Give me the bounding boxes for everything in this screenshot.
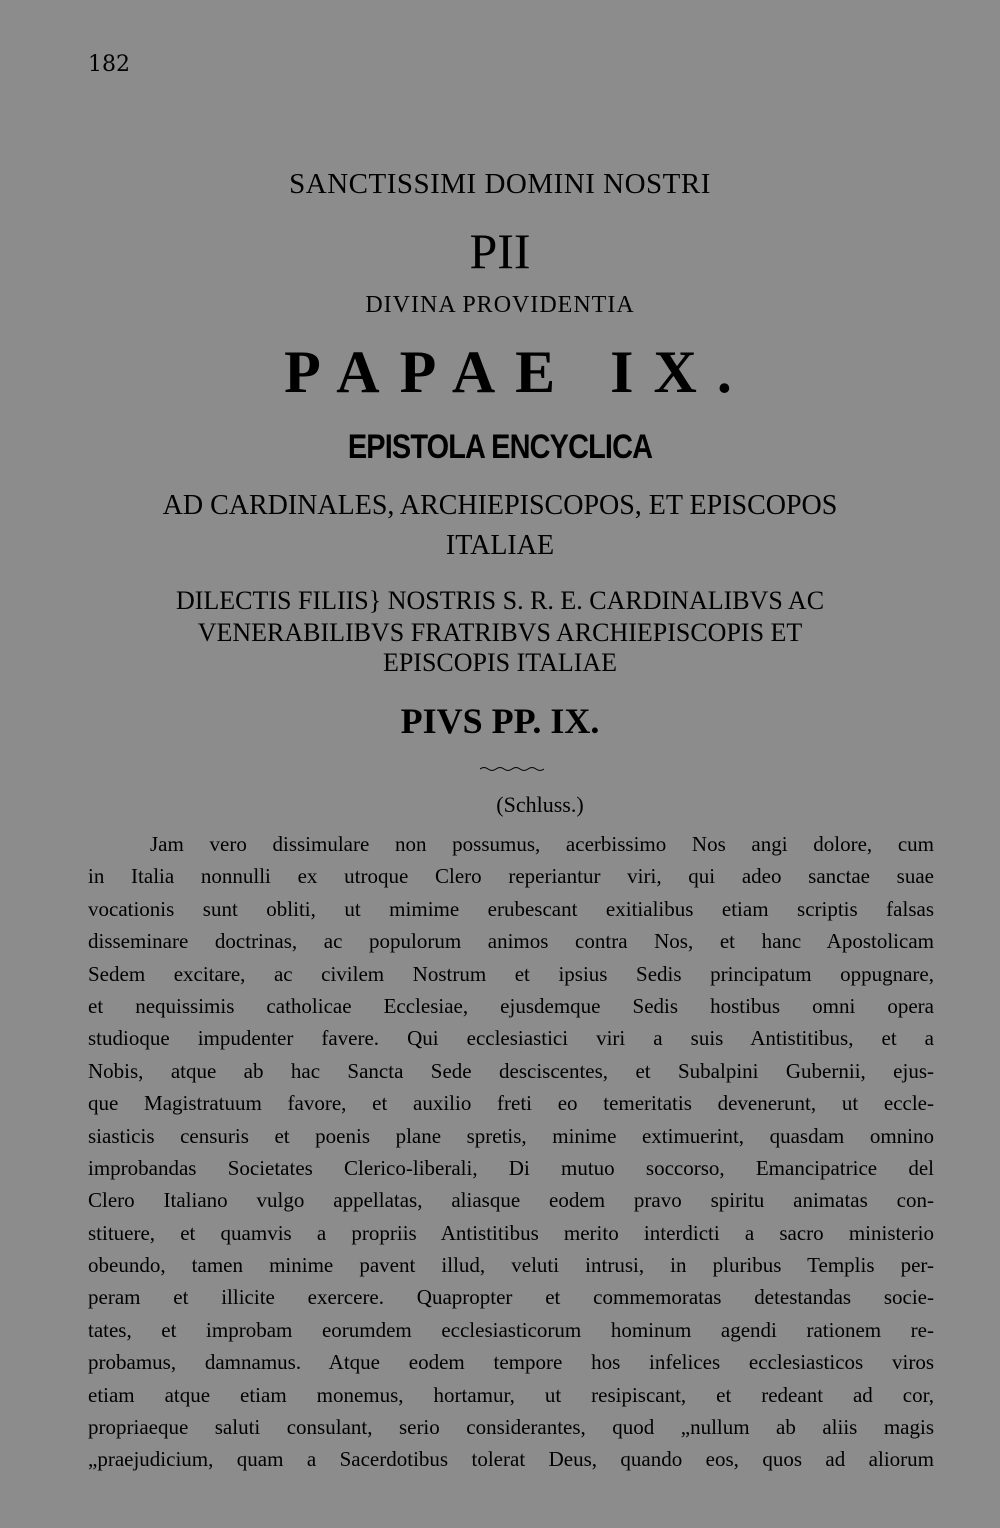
body-line: studioque impudenter favere. Qui ecclesiastici viri a suis Antistitibus, et a bbox=[88, 1026, 934, 1051]
body-line: stituere, et quamvis a propriis Antistitibus merito interdicti a sacro ministerio bbox=[88, 1220, 934, 1245]
body-line: etiam atque etiam monemus, hortamur, ut resipiscant, et redeant ad cor, bbox=[88, 1382, 934, 1407]
ornament-divider bbox=[480, 766, 544, 772]
body-line: in Italia nonnulli ex utroque Clero reperiantur viri, qui adeo sanctae suae bbox=[88, 864, 934, 889]
signature-heading: PIVS PP. IX. bbox=[400, 701, 600, 741]
body-line: disseminare doctrinas, ac populorum animos contra Nos, et hanc Apostolicam bbox=[88, 929, 934, 954]
body-line: tates, et improbam eorumdem ecclesiasticorum hominum agendi rationem re- bbox=[88, 1317, 934, 1342]
title-line-3: DIVINA PROVIDENTIA bbox=[365, 292, 635, 318]
title-line-5: EPISTOLA ENCYCLICA bbox=[347, 428, 653, 466]
page-number: 182 bbox=[88, 52, 130, 77]
body-line: Nobis, atque ab hac Sancta Sede desciscentes, et Subalpini Gubernii, ejus- bbox=[88, 1058, 934, 1083]
body-text bbox=[88, 828, 934, 1476]
salutation-line-2: VENERABILIBVS FRATRIBVS ARCHIEPISCOPIS ET bbox=[197, 618, 803, 647]
continuation-note: (Schluss.) bbox=[496, 792, 584, 817]
body-line: peram et illicite exercere. Quapropter et commemoratas detestandas socie- bbox=[88, 1285, 934, 1310]
body-line: Clero Italiano vulgo appellatas, aliasque eodem pravo spiritu animatas con- bbox=[88, 1188, 934, 1213]
body-line: et nequissimis catholicae Ecclesiae, ejusdemque Sedis hostibus omni opera bbox=[88, 993, 934, 1018]
address-line-1: AD CARDINALES, ARCHIEPISCOPOS, ET EPISCOPOS bbox=[162, 490, 838, 521]
body-line: propriaeque saluti consulant, serio considerantes, quod „nullum ab aliis magis bbox=[88, 1415, 934, 1440]
salutation-line-3: EPISCOPIS ITALIAE bbox=[382, 648, 618, 677]
body-line: „praejudicium, quam a Sacerdotibus tolerat Deus, quando eos, quos ad aliorum bbox=[88, 1447, 934, 1472]
salutation-line-1: DILECTIS FILIIS} NOSTRIS S. R. E. CARDINALIBVS AC bbox=[175, 586, 825, 615]
body-line: improbandas Societates Clerico-liberali, Di mutuo soccorso, Emancipatrice del bbox=[88, 1155, 934, 1180]
body-line: obeundo, tamen minime pavent illud, veluti intrusi, in pluribus Templis per- bbox=[88, 1253, 934, 1278]
body-line: probamus, damnamus. Atque eodem tempore hos infelices ecclesiasticos viros bbox=[88, 1350, 934, 1375]
title-line-1: SANCTISSIMI DOMINI NOSTRI bbox=[289, 168, 711, 200]
title-line-2: PII bbox=[469, 223, 531, 279]
body-line: vocationis sunt obliti, ut mimime erubescant exitialibus etiam scriptis falsas bbox=[88, 896, 934, 921]
body-line: que Magistratuum favore, et auxilio freti eo temeritatis devenerunt, ut eccle- bbox=[88, 1091, 934, 1116]
body-line: Sedem excitare, ac civilem Nostrum et ipsius Sedis principatum oppugnare, bbox=[88, 961, 934, 986]
body-line: siasticis censuris et poenis plane spretis, minime extimuerint, quasdam omnino bbox=[88, 1123, 934, 1148]
title-line-4: PAPAE IX. bbox=[284, 339, 752, 405]
address-line-2: ITALIAE bbox=[445, 530, 555, 561]
body-line: Jam vero dissimulare non possumus, acerbissimo Nos angi dolore, cum bbox=[150, 832, 934, 856]
